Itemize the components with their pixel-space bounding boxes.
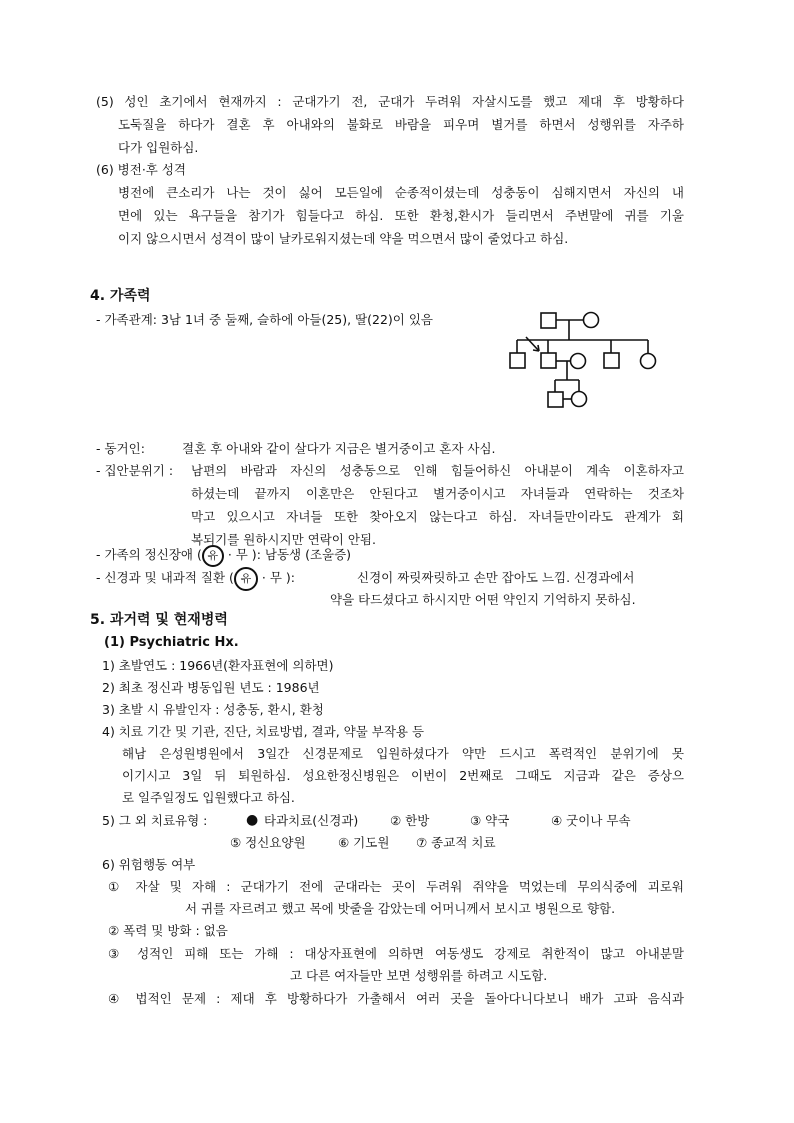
past-item-4-line-3: 로 일주일정도 입원했다고 하심. bbox=[122, 790, 295, 805]
hx6-line-2: 면에 있는 욕구들을 참기가 힘들다고 하심. 또한 환청,환시가 들리면서 주변말에 귀를 기울 bbox=[118, 208, 684, 223]
psych-hx-title: (1) Psychiatric Hx. bbox=[104, 635, 239, 650]
genogram-brother-1 bbox=[510, 353, 525, 368]
hx5-line-2: 도둑질을 하다가 결혼 후 아내와의 불화로 바람을 피우며 별거를 하면서 성행위를 자주하 bbox=[118, 117, 684, 132]
past-item-6: 6) 위험행동 여부 bbox=[102, 857, 196, 872]
genogram bbox=[500, 300, 670, 415]
risk-3-line-1: ③ 성적인 피해 또는 가해 : 대상자표현에 의하면 여동생도 강제로 취한적이 많고 아내분말 bbox=[108, 946, 684, 961]
atmosphere-label: - 집안분위기 : bbox=[96, 463, 174, 478]
selected-bullet-icon: ● bbox=[246, 812, 259, 828]
family-neuro-disease: - 신경과 및 내과적 질환 ( 유 · 무 ): bbox=[96, 566, 295, 591]
treatment-option-6: ⑥ 기도원 bbox=[338, 835, 390, 850]
hx6-line-3: 이지 않으시면서 성격이 많이 날카로워지셨는데 약을 먹으면서 많이 줄었다고 하심. bbox=[118, 231, 569, 246]
risk-3-line-2: 고 다른 여자들만 보면 성행위를 하려고 시도함. bbox=[290, 968, 548, 983]
past-item-5-label: 5) 그 외 치료유형 : bbox=[102, 813, 208, 828]
genogram-father bbox=[541, 313, 556, 328]
past-item-3: 3) 초발 시 유발인자 : 성충동, 환시, 환청 bbox=[102, 702, 324, 717]
genogram-sister bbox=[641, 354, 656, 369]
yes-circled-mark: 유 bbox=[202, 545, 224, 567]
atmosphere-line-1: 남편의 바람과 자신의 성충동으로 인해 힘들어하신 아내분이 계속 이혼하자고 bbox=[191, 463, 684, 478]
genogram-daughter bbox=[572, 392, 587, 407]
genogram-son bbox=[548, 392, 563, 407]
family-relation: - 가족관계: 3남 1녀 중 둘째, 슬하에 아들(25), 딸(22)이 있음 bbox=[96, 312, 434, 327]
risk-1-line-1: ① 자살 및 자해 : 군대가기 전에 군대라는 곳이 두려워 쥐약을 먹었는데 무의식중에 괴로워 bbox=[108, 879, 684, 894]
hx6-title: (6) 병전·후 성격 bbox=[96, 162, 187, 177]
neuro-line-1: 신경이 짜릿짜릿하고 손만 잡아도 느낌. 신경과에서 bbox=[357, 570, 635, 585]
hx6-line-1: 병전에 큰소리가 나는 것이 싫어 모든일에 순종적이셨는데 성충동이 심해지면서 자신의 내 bbox=[118, 185, 684, 200]
genogram-patient bbox=[541, 353, 556, 368]
treatment-option-1: 타과치료(신경과) bbox=[264, 813, 359, 828]
treatment-option-2: ② 한방 bbox=[390, 813, 430, 828]
neuro-line-2: 약을 타드셨다고 하시지만 어떤 약인지 기억하지 못하심. bbox=[330, 592, 636, 607]
hx5-line-3: 다가 입원하심. bbox=[118, 140, 199, 155]
cohabit-text: 결혼 후 아내와 같이 살다가 지금은 별거중이고 혼자 사심. bbox=[182, 441, 496, 456]
treatment-option-7: ⑦ 종교적 치료 bbox=[416, 835, 496, 850]
genogram-patient-arrow bbox=[526, 337, 539, 351]
past-item-4-line-1: 해남 은성원병원에서 3일간 신경문제로 입원하셨다가 약만 드시고 폭력적인 분위기에 못 bbox=[122, 746, 684, 761]
family-mental-disorder: - 가족의 정신장애 ( 유 · 무 ): 남동생 (조울증) bbox=[96, 544, 351, 567]
risk-1-line-2: 서 귀를 자르려고 했고 목에 밧줄을 감았는데 어머니께서 보시고 병원으로 향함. bbox=[185, 901, 616, 916]
risk-2: ② 폭력 및 방화 : 없음 bbox=[108, 923, 228, 938]
hx5-line-1: (5) 성인 초기에서 현재까지 : 군대가기 전, 군대가 두려워 자살시도를 했고 제대 후 방황하다 bbox=[96, 94, 684, 109]
family-heading: 4. 가족력 bbox=[90, 288, 151, 304]
past-item-1: 1) 초발연도 : 1966년(환자표현에 의하면) bbox=[102, 658, 334, 673]
genogram-mother bbox=[584, 313, 599, 328]
risk-4-line-1: ④ 법적인 문제 : 제대 후 방황하다가 가출해서 여러 곳을 돌아다니다보니 배가 고파 음식과 bbox=[108, 991, 684, 1006]
past-heading: 5. 과거력 및 현재병력 bbox=[90, 612, 228, 628]
atmosphere-line-2: 하셨는데 끝까지 이혼만은 안된다고 별거중이시고 자녀들과 연락하는 것조차 bbox=[191, 486, 684, 501]
past-item-2: 2) 최초 정신과 병동입원 년도 : 1986년 bbox=[102, 680, 320, 695]
cohabit-label: - 동거인: bbox=[96, 441, 145, 456]
yes-circled-mark: 유 bbox=[234, 567, 258, 591]
atmosphere-line-3: 막고 있으시고 자녀들 또한 찾아오지 않는다고 하심. 자녀들만이라도 관계가 회 bbox=[191, 509, 684, 524]
treatment-option-5: ⑤ 정신요양원 bbox=[230, 835, 306, 850]
treatment-option-3: ③ 약국 bbox=[470, 813, 510, 828]
past-item-4: 4) 치료 기간 및 기관, 진단, 치료방법, 결과, 약물 부작용 등 bbox=[102, 724, 425, 739]
treatment-option-4: ④ 굿이나 무속 bbox=[551, 813, 631, 828]
past-item-4-line-2: 이기시고 3일 뒤 퇴원하심. 성요한정신병원은 이번이 2번째로 그때도 지금과 같은 증상으 bbox=[122, 768, 684, 783]
genogram-wife bbox=[571, 354, 586, 369]
genogram-brother-2 bbox=[604, 353, 619, 368]
atmosphere-line-4: 복되기를 원하시지만 연락이 안됨. bbox=[191, 532, 376, 547]
